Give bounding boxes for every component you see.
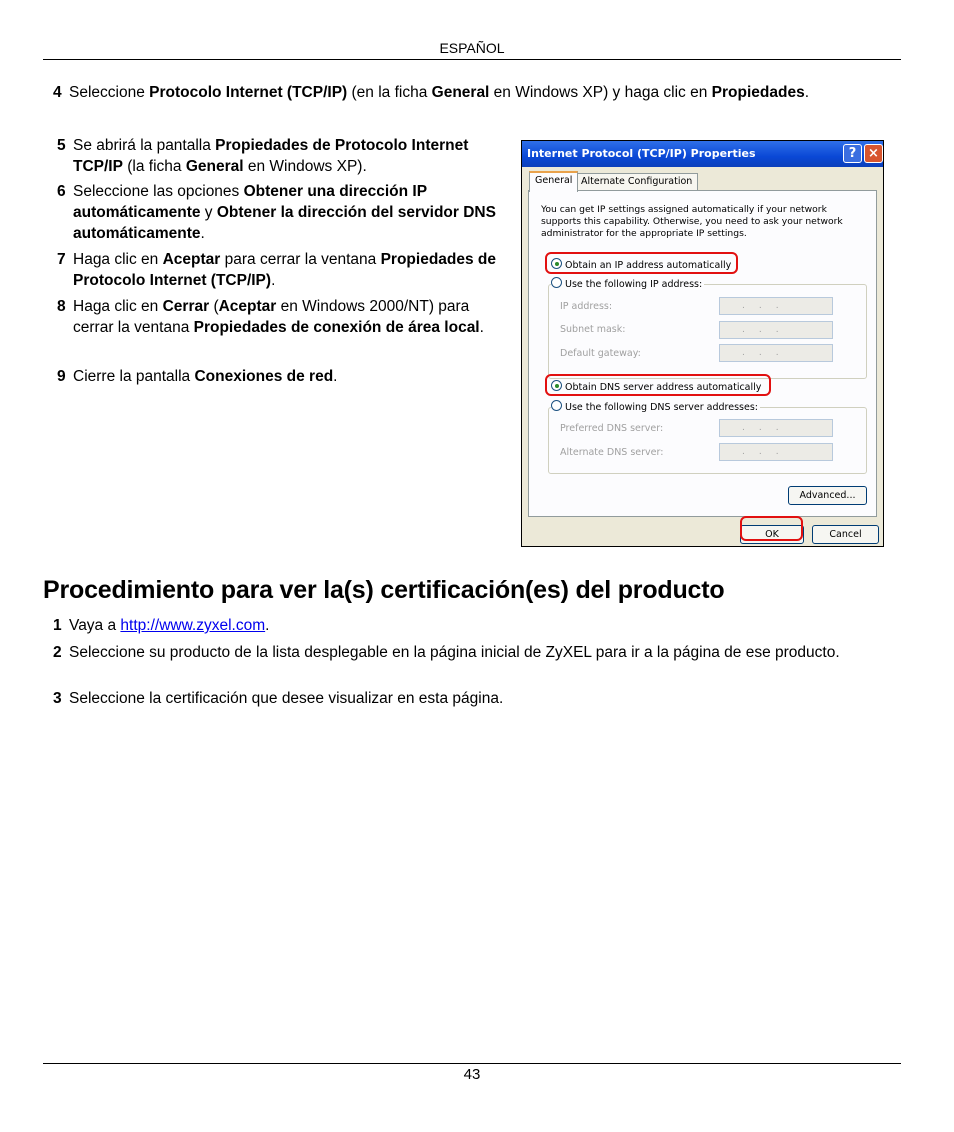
step-number: 8 — [57, 298, 66, 315]
step-number: 1 — [53, 617, 62, 634]
ip-address-label: IP address: — [560, 301, 613, 312]
step-number: 9 — [57, 368, 66, 385]
help-icon[interactable]: ? — [843, 144, 862, 163]
step-text: Haga clic en Aceptar para cerrar la ventana Propiedades de Protocolo Internet (TCP/IP). — [73, 251, 497, 289]
radio-use-following-ip[interactable] — [551, 277, 704, 291]
step-8 — [57, 296, 497, 338]
radio-use-following-dns[interactable] — [551, 400, 760, 414]
radio-label: Use the following IP address: — [565, 279, 703, 290]
step-number: 7 — [57, 251, 66, 268]
ip-address-field[interactable]: ... — [719, 297, 833, 315]
step-text: Vaya a http://www.zyxel.com. — [69, 617, 270, 634]
header-rule — [43, 59, 901, 60]
dns-address-group — [548, 407, 867, 474]
preferred-dns-field[interactable]: ... — [719, 419, 833, 437]
close-icon[interactable]: × — [864, 144, 883, 163]
footer-rule — [43, 1063, 901, 1064]
radio-label: Obtain an IP address automatically — [565, 260, 732, 271]
page-number: 43 — [463, 1066, 481, 1083]
procedure-step-3 — [53, 688, 913, 709]
general-tab-panel — [528, 190, 877, 517]
page-header-language: ESPAÑOL — [439, 40, 505, 56]
procedure-step-2 — [53, 642, 913, 663]
step-text: Seleccione su producto de la lista desplegable en la página inicial de ZyXEL para ir a la página de ese producto. — [69, 644, 840, 661]
subnet-mask-field[interactable]: ... — [719, 321, 833, 339]
subnet-mask-label: Subnet mask: — [560, 324, 626, 335]
preferred-dns-label: Preferred DNS server: — [560, 423, 664, 434]
advanced-button[interactable]: Advanced... — [788, 486, 867, 505]
dialog-title: Internet Protocol (TCP/IP) Properties — [527, 147, 756, 160]
step-number: 2 — [53, 644, 62, 661]
intro-text: You can get IP settings assigned automatically if your network supports this capability. Otherwise, you need to ask your network administrator for the appropriate IP settings. — [541, 204, 843, 239]
step-6 — [57, 181, 497, 244]
step-9 — [57, 366, 497, 387]
step-number: 6 — [57, 183, 66, 200]
radio-unselected-icon — [551, 400, 562, 411]
step-text: Seleccione la certificación que desee visualizar en esta página. — [69, 690, 504, 707]
section-title: Procedimiento para ver la(s) certificación(es) del producto — [43, 576, 725, 604]
step-4 — [53, 82, 853, 103]
step-text: Seleccione las opciones Obtener una dirección IP automáticamente y Obtener la dirección del servidor DNS automáticamente. — [73, 183, 496, 242]
step-7 — [57, 249, 497, 291]
radio-unselected-icon — [551, 277, 562, 288]
zyxel-link[interactable]: http://www.zyxel.com — [120, 617, 266, 634]
cancel-button[interactable]: Cancel — [812, 525, 879, 544]
dialog-title-bar — [522, 141, 883, 167]
default-gateway-field[interactable]: ... — [719, 344, 833, 362]
radio-label: Obtain DNS server address automatically — [565, 382, 762, 393]
procedure-step-1 — [53, 615, 913, 636]
tab-general[interactable]: General — [529, 171, 578, 192]
highlight-box — [545, 252, 738, 274]
step-text: Seleccione Protocolo Internet (TCP/IP) (en la ficha General en Windows XP) y haga clic en Propiedades. — [69, 84, 809, 101]
tcpip-properties-dialog — [521, 140, 884, 547]
step-number: 4 — [53, 84, 62, 101]
ok-button[interactable]: OK — [740, 525, 804, 544]
step-number: 3 — [53, 690, 62, 707]
step-text: Haga clic en Cerrar (Aceptar en Windows 2000/NT) para cerrar la ventana Propiedades de conexión de área local. — [73, 298, 484, 336]
tab-alternate-configuration[interactable]: Alternate Configuration — [575, 173, 698, 191]
highlight-box — [545, 374, 771, 396]
alternate-dns-label: Alternate DNS server: — [560, 447, 664, 458]
alternate-dns-field[interactable]: ... — [719, 443, 833, 461]
step-5 — [57, 135, 497, 177]
highlight-box — [740, 516, 803, 541]
radio-label: Use the following DNS server addresses: — [565, 402, 758, 413]
step-number: 5 — [57, 137, 66, 154]
step-text: Se abrirá la pantalla Propiedades de Protocolo Internet TCP/IP (la ficha General en Windows XP). — [73, 137, 469, 175]
step-text: Cierre la pantalla Conexiones de red. — [73, 368, 338, 385]
default-gateway-label: Default gateway: — [560, 348, 641, 359]
